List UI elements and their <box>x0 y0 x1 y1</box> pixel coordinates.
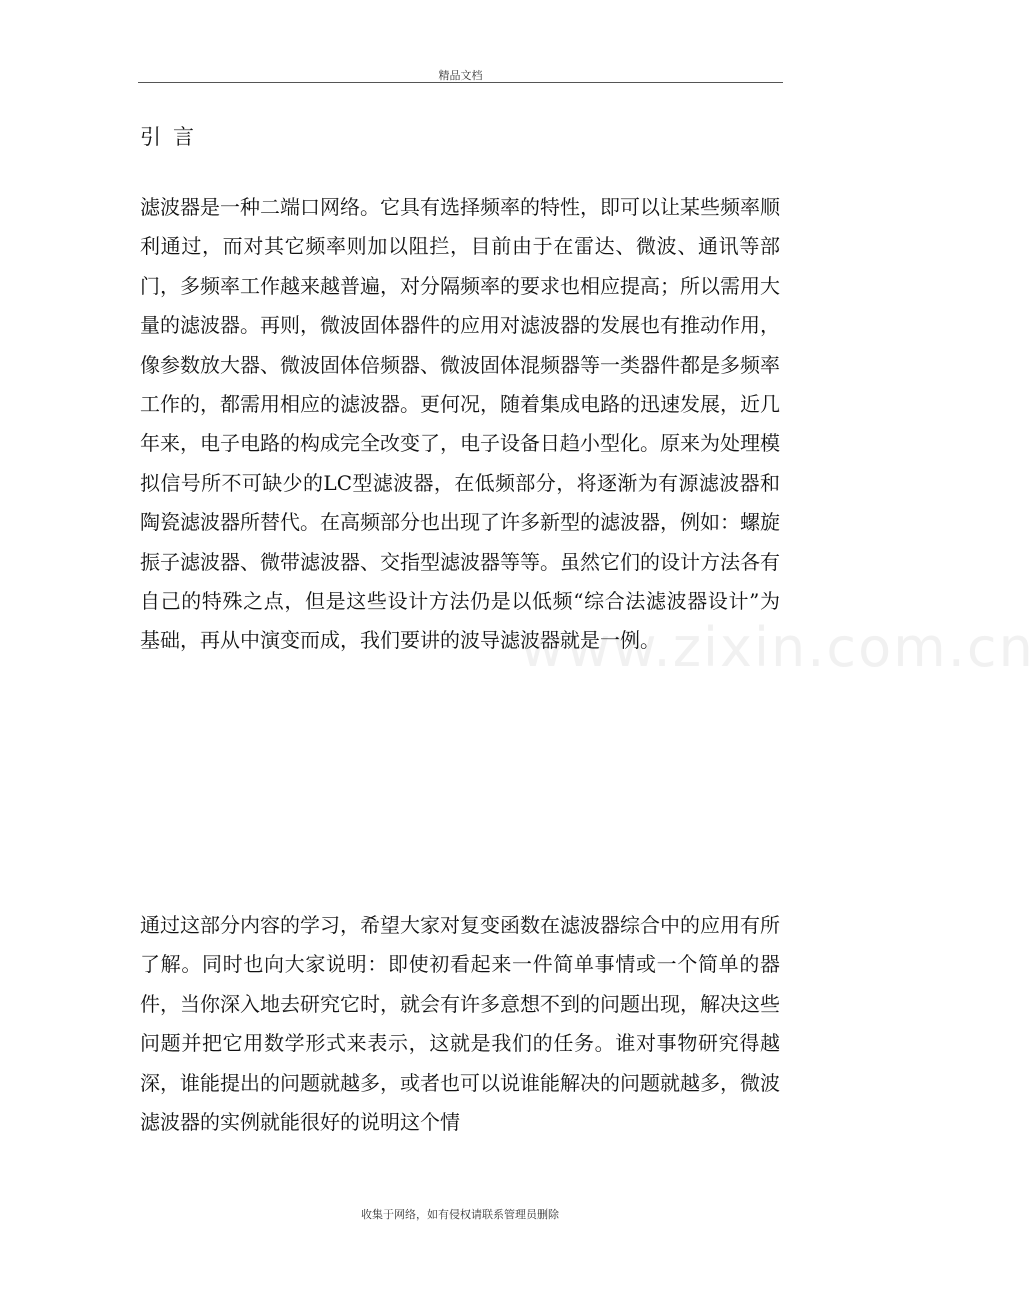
page-footer: 收集于网络，如有侵权请联系管理员删除 <box>361 1208 559 1221</box>
paragraph: 通过这部分内容的学习，希望大家对复变函数在滤波器综合中的应用有所了解。同时也向大家说明：即使初看起来一件简单事情或一个简单的器件，当你深入地去研究它时，就会有许多意想不到的问题出现，解决这些问题并把它用数学形式来表示，这就是我们的任务。谁对事物研究得越深，谁能提出的问题就越多，或者也可以说谁能解决的问题就越多，微波滤波器的实例就能很好的说明这个情 <box>140 913 780 1135</box>
watermark: www.zixin.com.cn <box>520 616 1035 679</box>
section-title: 引言 <box>140 125 206 149</box>
paragraph: 滤波器是一种二端口网络。它具有选择频率的特性，即可以让某些频率顺利通过，而对其它频率则加以阻拦，目前由于在雷达、微波、通讯等部门，多频率工作越来越普遍，对分隔频率的要求也相应提高；所以需用大量的滤波器。再则，微波固体器件的应用对滤波器的发展也有推动作用，像参数放大器、微波固体倍频器、微波固体混频器等一类器件都是多频率工作的，都需用相应的滤波器。更何况，随着集成电路的迅速发展，近几年来，电子电路的构成完全改变了，电子设备日趋小型化。原来为处理模拟信号所不可缺少的LC型滤波器，在低频部分，将逐渐为有源滤波器和陶瓷滤波器所替代。在高频部分也出现了许多新型的滤波器，例如：螺旋振子滤波器、微带滤波器、交指型滤波器等等。虽然它们的设计方法各有自己的特殊之点，但是这些设计方法仍是以低频“综合法滤波器设计”为基础，再从中演变而成，我们要讲的波导滤波器就是一例。 <box>140 195 780 653</box>
header-text: 精品文档 <box>438 69 483 82</box>
page-header <box>138 64 783 83</box>
